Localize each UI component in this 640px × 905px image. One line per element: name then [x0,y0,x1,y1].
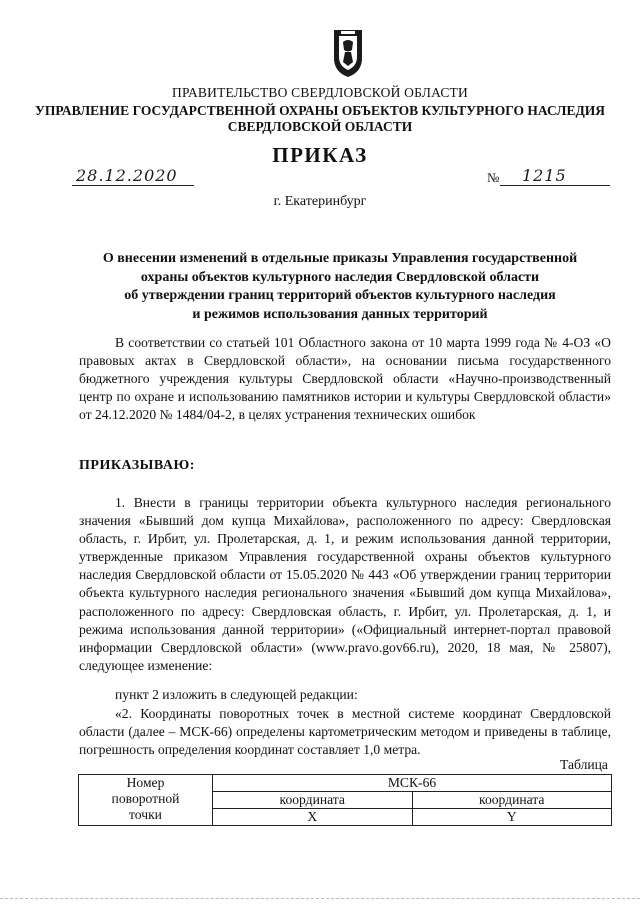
table-row [79,775,612,792]
document-number: 1215 [522,166,567,185]
item-1-paragraph: 1. Внести в границы территории объекта культурного наследия регионального значения «Бывший дом купца Михайлова», расположенного по адресу: Свердловская область, г. Ирбит, ул. Пролетарская, д. 1, и режим использования данной территории, утвержденные приказом Управления государственной охраны объектов культурного наследия Свердловской области от 15.05.2020 № 443 «Об утверждении границ территории объекта культурного наследия регионального значения «Бывший дом купца Михайлова», расположенного по адресу: Свердловская область, г. Ирбит, ул. Пролетарская, д. 1, и режима использования данной территории» («Официальный интернет-портал правовой информации Свердловской области» (www.pravo.gov66.ru), 2020, 18 мая, № 25807), следующее изменение: [79,495,611,673]
coordinate-y-header: Y [412,809,612,826]
point-number-header-line-2: поворотной [111,791,180,806]
heading-line-2: охраны объектов культурного наследия Свердловской области [140,269,540,285]
coordinate-x-header: X [213,809,413,826]
number-underline [500,185,610,186]
document-date: 28.12.2020 [76,166,178,185]
point-number-header-line-1: Номер [126,775,165,790]
coordinate-system-header: МСК-66 [213,775,612,792]
scan-edge [0,898,640,900]
department-line-2: СВЕРДЛОВСКОЙ ОБЛАСТИ [227,119,413,134]
point-number-header-line-3: точки [129,807,162,822]
coordinates-table [78,774,612,826]
coordinate-y-label: координата [412,792,612,809]
number-label: № [487,170,500,185]
quoted-item-paragraph: «2. Координаты поворотных точек в местной системе координат Свердловской области (далее – МСК-66) определены картометрическим методом и приведены в таблице, погрешность определения координат составляет 1,0 метра. [79,706,611,758]
number-field [500,166,610,188]
government-name: ПРАВИТЕЛЬСТВО СВЕРДЛОВСКОЙ ОБЛАСТИ [172,85,468,100]
order-word: ПРИКАЗЫВАЮ: [79,458,195,473]
coordinate-x-label: координата [213,792,413,809]
coat-of-arms-emblem [330,28,366,78]
sub-item-paragraph: пункт 2 изложить в следующей редакции: [115,687,358,702]
document-title: ПРИКАЗ [272,143,368,167]
point-number-header [79,775,213,826]
heading-line-3: об утверждении границ территорий объектов культурного наследия [124,288,556,303]
date-field [72,166,194,188]
heading-line-1: О внесении изменений в отдельные приказы Управления государственной [102,251,578,266]
city: г. Екатеринбург [273,194,367,209]
heading-line-4: и режимов использования данных территорий [192,306,488,322]
order-heading [60,250,620,324]
department-line-1: УПРАВЛЕНИЕ ГОСУДАРСТВЕННОЙ ОХРАНЫ ОБЪЕКТОВ КУЛЬТУРНОГО НАСЛЕДИЯ [34,103,606,118]
date-underline [72,185,194,186]
preamble-paragraph: В соответствии со статьей 101 Областного закона от 10 марта 1999 года № 4-ОЗ «О правовых актах в Свердловской области», на основании письма государственного бюджетного учреждения культуры Свердловской области «Научно-производственный центр по охране и использованию памятников истории и культуры Свердловской области» от 24.12.2020 № 1484/04-2, в целях устранения технических ошибок [79,335,611,423]
department-name [0,103,640,135]
table-caption: Таблица [560,757,608,772]
